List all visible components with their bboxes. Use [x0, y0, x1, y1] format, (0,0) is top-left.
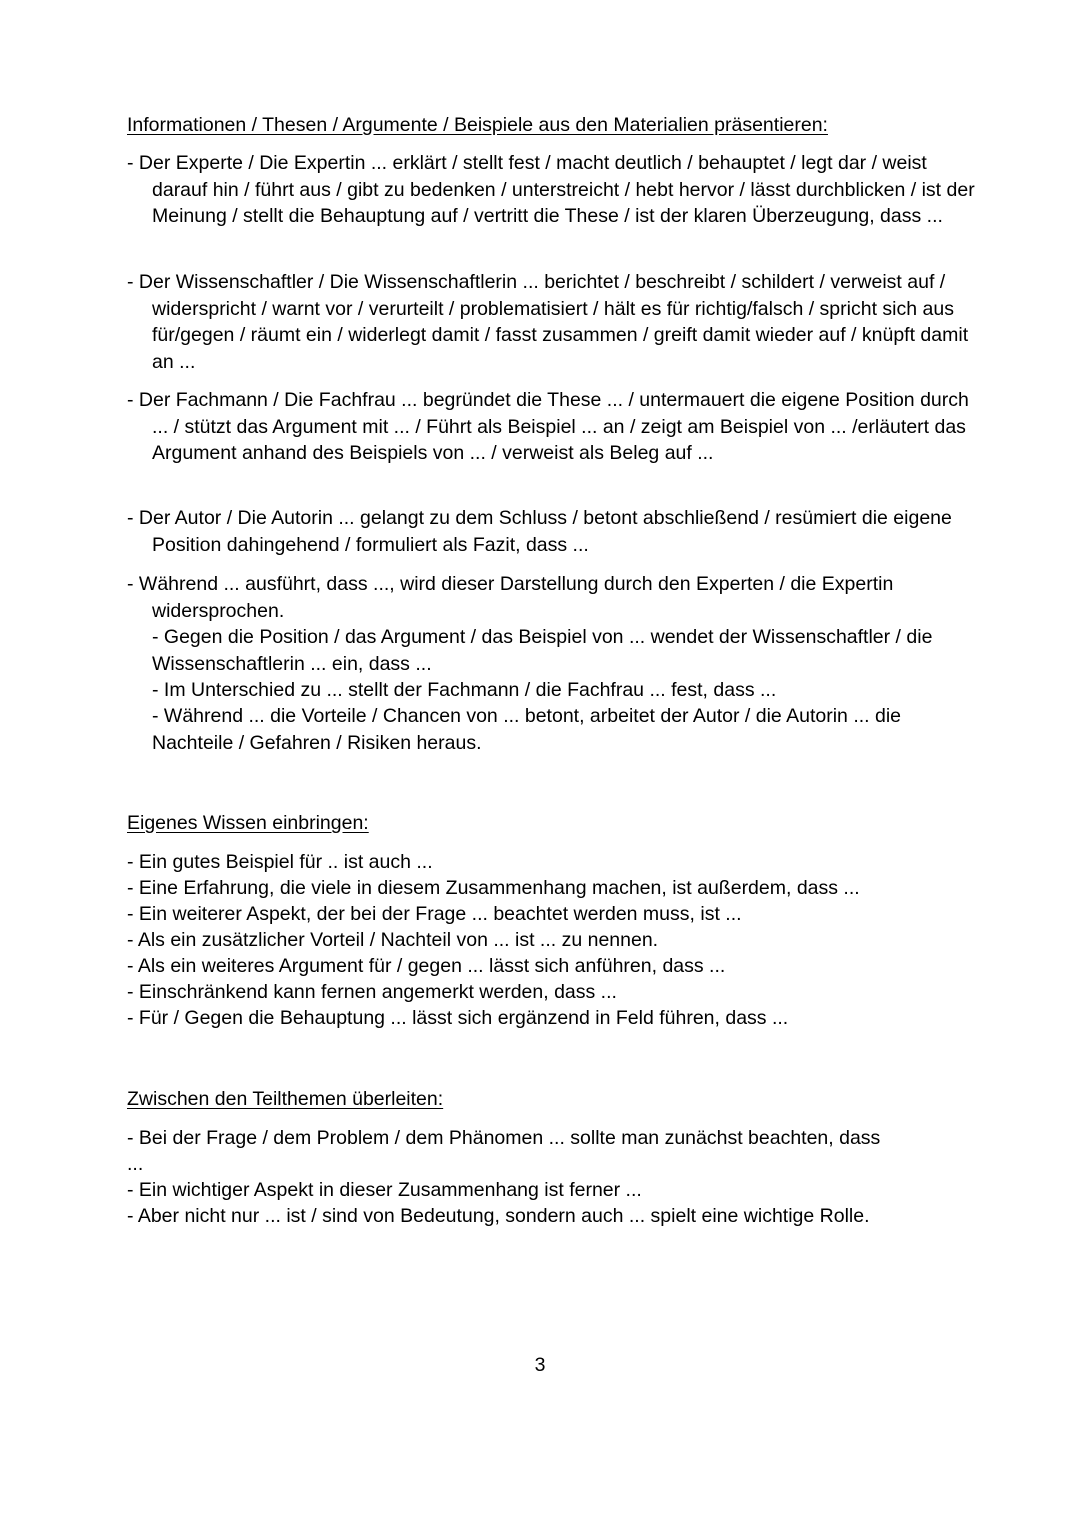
list-item: - Der Wissenschaftler / Die Wissenschaftlerin ... berichtet / beschreibt / schildert / verweist auf / widerspricht / warnt vor / verurteilt / problematisiert / hält es für richtig/falsch / spricht sich aus für/gegen / räumt ein / widerlegt damit / fasst zusammen / greift damit wieder auf / knüpft damit an ... — [127, 271, 969, 373]
list-item: - Einschränkend kann fernen angemerkt werden, dass ... — [127, 981, 617, 1003]
list-item: - Bei der Frage / dem Problem / dem Phänomen ... sollte man zunächst beachten, dass — [127, 1127, 881, 1149]
list-item: - Als ein zusätzlicher Vorteil / Nachteil von ... ist ... zu nennen. — [127, 929, 659, 951]
list-item: - Als ein weiteres Argument für / gegen ... lässt sich anführen, dass ... — [127, 955, 726, 977]
list-item: - Aber nicht nur ... ist / sind von Bedeutung, sondern auch ... spielt eine wichtige Rolle. — [127, 1205, 870, 1227]
list-item: - Der Experte / Die Expertin ... erklärt / stellt fest / macht deutlich / behauptet / legt dar / weist darauf hin / führt aus / gibt zu bedenken / unterstreicht / hebt hervor / lässt durchblicken / ist der Meinung / stellt die Behauptung auf / vertritt die These / ist der klaren Überzeugung, dass ... — [127, 152, 975, 227]
list-item: - Ein weiterer Aspekt, der bei der Frage ... beachtet werden muss, ist ... — [127, 903, 742, 925]
list-item: - Ein wichtiger Aspekt in dieser Zusammenhang ist ferner ... — [127, 1179, 642, 1201]
list-item: - Eine Erfahrung, die viele in diesem Zusammenhang machen, ist außerdem, dass ... — [127, 877, 860, 899]
list-item: - Für / Gegen die Behauptung ... lässt sich ergänzend in Feld führen, dass ... — [127, 1007, 789, 1029]
sub-list-item: - Im Unterschied zu ... stellt der Fachmann / die Fachfrau ... fest, dass ... — [152, 679, 777, 701]
list-item-continuation: ... — [127, 1153, 144, 1175]
section-heading-own-knowledge: Eigenes Wissen einbringen: — [127, 812, 369, 834]
list-item: - Der Autor / Die Autorin ... gelangt zu dem Schluss / betont abschließend / resümiert die eigene Position dahingehend / formuliert als Fazit, dass ... — [127, 507, 952, 556]
list-item: - Ein gutes Beispiel für .. ist auch ... — [127, 851, 433, 873]
sub-list-item: - Gegen die Position / das Argument / das Beispiel von ... wendet der Wissenschaftler / die Wissenschaftlerin ... ein, dass ... — [152, 626, 933, 675]
section-heading-transitions: Zwischen den Teilthemen überleiten: — [127, 1088, 444, 1110]
page-number: 3 — [534, 1354, 546, 1376]
section-heading-materials: Informationen / Thesen / Argumente / Beispiele aus den Materialien präsentieren: — [127, 114, 828, 136]
list-item: - Der Fachmann / Die Fachfrau ... begründet die These ... / untermauert die eigene Position durch ... / stützt das Argument mit ... / Führt als Beispiel ... an / zeigt am Beispiel von ... /erläutert das Argument anhand des Beispiels von ... / verweist als Beleg auf ... — [127, 389, 969, 464]
list-item: - Während ... ausführt, dass ..., wird dieser Darstellung durch den Experten / die Expertin widersprochen. — [127, 573, 894, 622]
sub-list-item: - Während ... die Vorteile / Chancen von ... betont, arbeitet der Autor / die Autorin ... die Nachteile / Gefahren / Risiken heraus. — [152, 705, 902, 754]
